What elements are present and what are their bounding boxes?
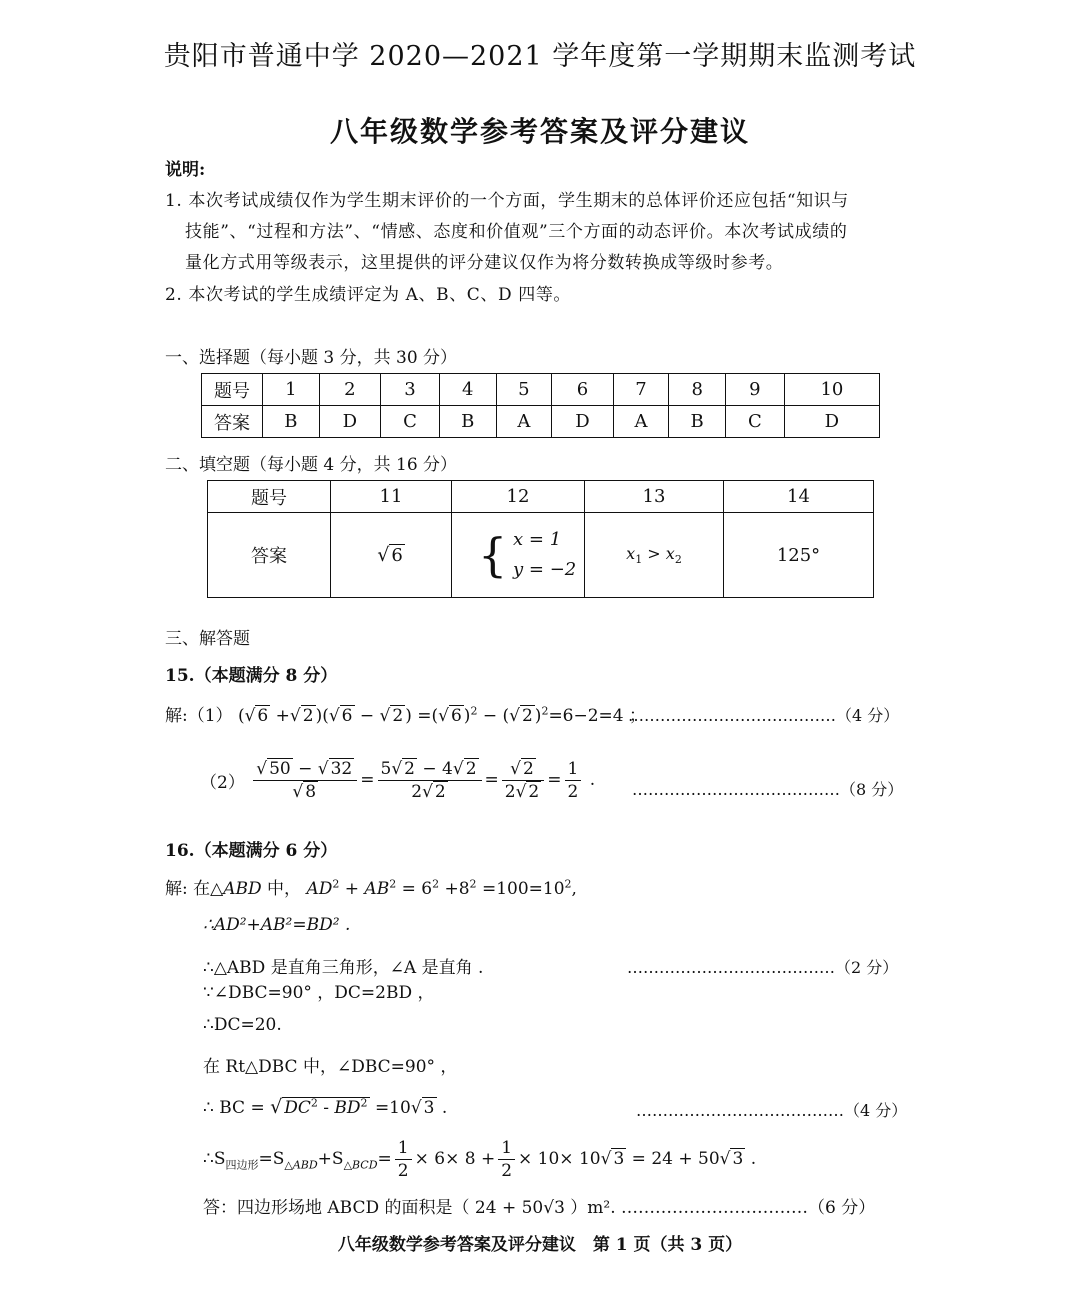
fill-question-cell: 14	[724, 481, 874, 513]
mc-answer-cell: B	[669, 406, 726, 438]
q16-l8-tail: = 24 + 50	[631, 1149, 720, 1169]
page-footer: 八年级数学参考答案及评分建议 第 1 页（共 3 页）	[337, 1235, 743, 1255]
fill-question-cell: 13	[585, 481, 724, 513]
q15-p1-label: 解:（1）	[165, 706, 233, 726]
q16-l1-mid: 中，	[261, 879, 302, 899]
brace-symbol: {	[478, 528, 508, 582]
mc-question-cell: 1	[263, 374, 320, 406]
fill-answer-13	[585, 513, 724, 598]
q16-l8-eq: =S	[258, 1149, 285, 1169]
document-subtitle: 八年级数学参考答案及评分建议	[329, 115, 750, 148]
q16-l1-triangle: ABD	[223, 879, 262, 899]
q16-l8-sub3: △BCD	[343, 1158, 378, 1172]
mc-question-cell: 4	[439, 374, 496, 406]
note-1-line-3: 量化方式用等级表示，这里提供的评分建议仅作为将分数转换成等级时参考。	[185, 253, 784, 273]
section-2-heading: 二、填空题（每小题 4 分，共 16 分）	[165, 455, 458, 475]
mc-question-cell: 2	[319, 374, 380, 406]
q16-l1-tail: =100=10	[481, 879, 565, 899]
fill-question-cell: 11	[331, 481, 452, 513]
mc-question-cell: 10	[784, 374, 879, 406]
q16-l8-sub2: △ABD	[284, 1158, 318, 1172]
mc-answer-cell: D	[552, 406, 613, 438]
mc-answer-cell: A	[496, 406, 552, 438]
notes-heading: 说明:	[165, 160, 206, 180]
mc-question-cell: 9	[725, 374, 784, 406]
note-2: 2. 本次考试的学生成绩评定为 A、B、C、D 四等。	[165, 285, 572, 305]
q16-l8-plus: +S	[317, 1149, 344, 1169]
note-1-line-2: 技能”、“过程和方法”、“情感、态度和价值观”三个方面的动态评价。本次考试成绩的	[185, 222, 848, 242]
q15-p1-expression: (√ 6 +√ 2 )(√ 6 − √ 2 ) =(√ 6 )$^2$ − (√ 2 )$^2$	[237, 704, 549, 726]
q16-l1-prefix: 解: 在△	[165, 879, 224, 899]
q16-line-1: 解: 在△ABD 中， $AD^2 + AB^2 = 6^2 +8^2 =100=10^2$,	[165, 877, 577, 899]
sub-1: 1	[635, 553, 643, 567]
q16-line-6: 在 Rt△DBC 中，∠DBC=90° ，	[203, 1057, 458, 1077]
mc-answer-cell: C	[381, 406, 440, 438]
mc-answer-cell: D	[784, 406, 879, 438]
q15-p2-label: （2）	[200, 773, 245, 793]
q15-part-1	[165, 701, 646, 726]
var-x1: x	[626, 543, 636, 563]
mc-question-cell: 3	[381, 374, 440, 406]
sqrt-six: 6	[391, 545, 403, 566]
equation-y: y = −2	[513, 559, 577, 580]
mc-question-cell: 7	[613, 374, 669, 406]
q15-p1-score: …………………………………（4 分）	[628, 706, 900, 725]
fill-row-label-answer: 答案	[208, 513, 331, 598]
mc-answer-row	[202, 406, 880, 438]
mc-answer-cell: B	[263, 406, 320, 438]
q16-line-8: $\therefore S_{四边形}=S_{\triangle ABD}+S_{\triangle BCD}=$ $\frac{1}{2}$ × 6× 8 + $\frac{1}{2}$ × 10× 10√ 3 = 24 + 50√ 3 .	[203, 1138, 757, 1181]
section-3-heading: 三、解答题	[165, 629, 250, 649]
mc-row-label-answer: 答案	[202, 406, 263, 438]
mc-answer-cell: D	[319, 406, 380, 438]
mc-question-cell: 8	[669, 374, 726, 406]
q16-l7-prefix: ∴ BC =	[203, 1098, 265, 1118]
q16-line-7: ∴ BC = √ $DC^2 - BD^2 =10√$ 3 .	[203, 1096, 448, 1118]
q15-part-2: （2） $\frac{√ 50 - √ 32}{√ 8}$ = $\frac{5√ 2 - 4√ 2}{2√ 2}$ = $\frac{√ 2}{2√ 2}$ = $\frac{1}{2}$ .	[200, 759, 596, 802]
q16-l7-tail: =10	[374, 1098, 411, 1118]
q16-l8-sub: 四边形	[225, 1158, 259, 1172]
q16-l3-score: …………………………………（2 分）	[627, 958, 899, 977]
fill-row-label-question: 题号	[208, 481, 331, 513]
fill-answer-14: 125°	[724, 513, 874, 598]
mc-row-label-question: 题号	[202, 374, 263, 406]
var-x2: x	[665, 543, 675, 563]
fill-question-cell: 12	[452, 481, 585, 513]
q15-heading: 15.（本题满分 8 分）	[165, 666, 338, 686]
note-1-line-1: 1. 本次考试成绩仅作为学生期末评价的一个方面，学生期末的总体评价还应包括“知识与	[165, 191, 849, 211]
q15-p2-score: …………………………………（8 分）	[632, 780, 904, 799]
fill-answer-row	[208, 513, 874, 598]
fill-in-table	[207, 480, 874, 598]
sub-2: 2	[674, 553, 682, 567]
q15-p1-result: =6−2=4 ；	[548, 706, 647, 726]
greater-than: >	[647, 543, 661, 563]
fill-answer-11: √ 6	[331, 513, 452, 598]
fill-question-row	[208, 481, 874, 513]
mc-answer-cell: B	[439, 406, 496, 438]
mc-question-row	[202, 374, 880, 406]
mc-answer-cell: C	[725, 406, 784, 438]
fill-answer-12	[452, 513, 585, 598]
q16-line-3: ∴△ABD 是直角三角形，∠A 是直角 .	[203, 958, 484, 978]
q16-line-2: ∴AD²+AB²=BD² .	[203, 915, 351, 935]
equation-x: x = 1	[513, 529, 562, 550]
q16-line-4: ∵∠DBC=90° ，DC=2BD ，	[203, 983, 435, 1003]
mc-question-cell: 5	[496, 374, 552, 406]
mc-answer-cell: A	[613, 406, 669, 438]
q16-l7-score: …………………………………（4 分）	[636, 1101, 908, 1120]
multiple-choice-table	[201, 373, 880, 438]
q16-heading: 16.（本题满分 6 分）	[165, 841, 338, 861]
section-1-heading: 一、选择题（每小题 3 分，共 30 分）	[165, 348, 458, 368]
q16-line-5: ∴DC=20.	[203, 1015, 282, 1035]
document-title: 贵阳市普通中学 2020—2021 学年度第一学期期末监测考试	[163, 41, 917, 72]
q16-line-9: 答：四边形场地 ABCD 的面积是（ 24 + 50√3 ）m². ……………………………（6 分）	[203, 1198, 876, 1218]
mc-question-cell: 6	[552, 374, 613, 406]
q16-l8-prefix: ∴S	[203, 1149, 226, 1169]
